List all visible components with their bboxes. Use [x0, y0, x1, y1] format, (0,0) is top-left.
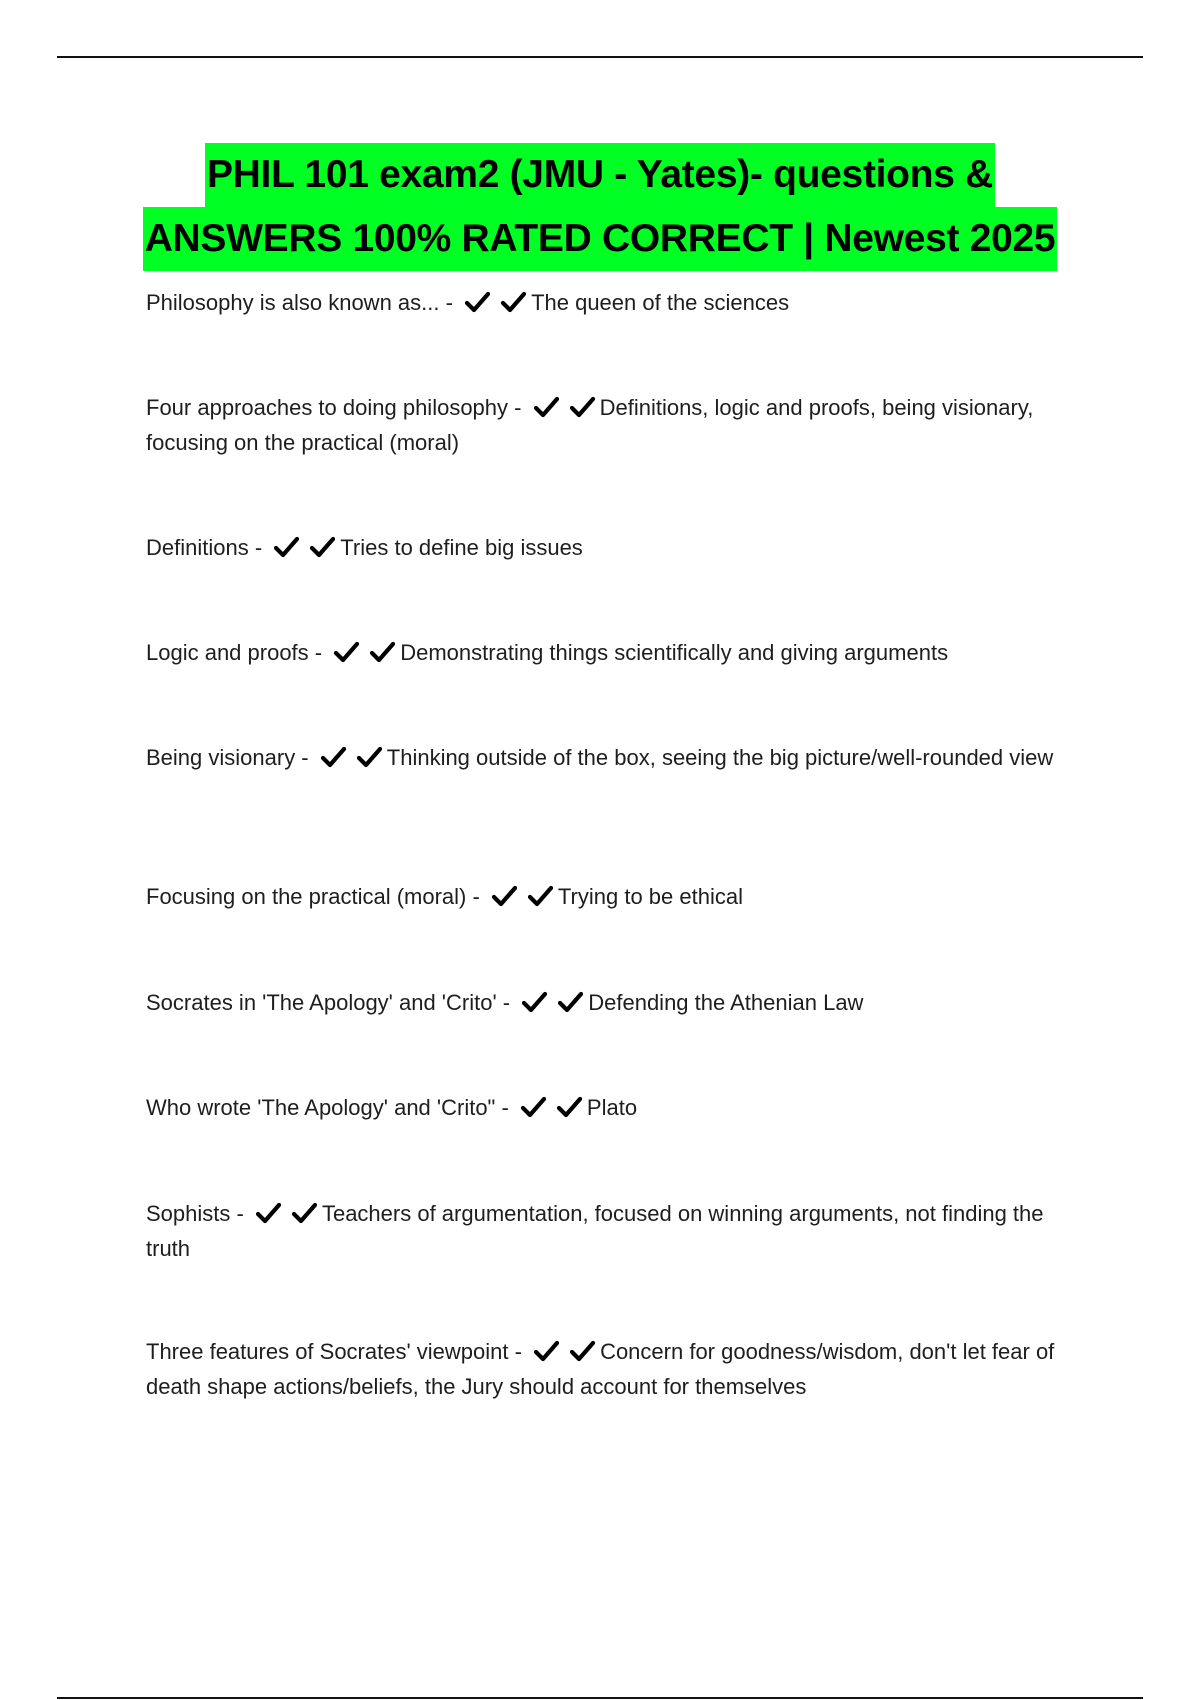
qa-entry	[146, 285, 1086, 320]
question-text: Logic and proofs -	[146, 640, 323, 665]
question-text: Focusing on the practical (moral) -	[146, 884, 480, 909]
answer-text: Concern for goodness/wisdom, don't let fear of death shape actions/beliefs, the Jury should account for themselves	[146, 1339, 1055, 1399]
check-icons	[522, 990, 594, 1015]
qa-entry	[146, 390, 1086, 460]
check-icon	[522, 991, 547, 1013]
answer-text: Defending the Athenian Law	[588, 990, 864, 1015]
check-icon	[492, 885, 517, 907]
check-icon	[570, 1340, 595, 1362]
question-text: Socrates in 'The Apology' and 'Crito' -	[146, 990, 511, 1015]
check-icon	[521, 1096, 546, 1118]
answer-text: Teachers of argumentation, focused on winning arguments, not finding the truth	[146, 1201, 1044, 1261]
answer-text: Thinking outside of the box, seeing the big picture/well-rounded view	[386, 745, 1054, 770]
question-text: Four approaches to doing philosophy -	[146, 395, 522, 420]
check-icons	[465, 290, 537, 315]
question-text: Who wrote 'The Apology' and 'Crito" -	[146, 1095, 509, 1120]
answer-text: Tries to define big issues	[340, 535, 583, 560]
check-icon	[357, 746, 382, 768]
question-text: Three features of Socrates' viewpoint -	[146, 1339, 522, 1364]
check-icon	[274, 536, 299, 558]
check-icon	[321, 746, 346, 768]
check-icon	[528, 885, 553, 907]
answer-text: Trying to be ethical	[557, 884, 743, 909]
check-icons	[534, 395, 606, 420]
qa-entry	[146, 1196, 1086, 1266]
qa-entry	[146, 879, 1086, 914]
qa-entry	[146, 740, 1086, 775]
check-icon	[256, 1202, 281, 1224]
question-text: Sophists -	[146, 1201, 244, 1226]
check-icon	[534, 396, 559, 418]
check-icon	[558, 991, 583, 1013]
title-line-1: PHIL 101 exam2 (JMU - Yates)- questions &	[205, 143, 995, 207]
check-icon	[310, 536, 335, 558]
answer-text: Demonstrating things scientifically and giving arguments	[400, 640, 949, 665]
check-icon	[570, 396, 595, 418]
check-icons	[334, 640, 406, 665]
check-icon	[465, 291, 490, 313]
check-icons	[534, 1339, 606, 1364]
check-icon	[334, 641, 359, 663]
qa-entry	[146, 985, 1086, 1020]
check-icons	[321, 745, 393, 770]
qa-entry	[146, 1090, 1086, 1125]
question-text: Being visionary -	[146, 745, 309, 770]
check-icons	[521, 1095, 593, 1120]
qa-entry	[146, 1334, 1086, 1404]
answer-text: Definitions, logic and proofs, being visionary, focusing on the practical (moral)	[146, 395, 1034, 455]
check-icons	[256, 1201, 328, 1226]
qa-entry	[146, 530, 1086, 565]
check-icon	[557, 1096, 582, 1118]
check-icon	[534, 1340, 559, 1362]
answer-text: The queen of the sciences	[531, 290, 790, 315]
qa-entry	[146, 635, 1086, 670]
bottom-rule	[57, 1697, 1143, 1699]
check-icon	[292, 1202, 317, 1224]
question-text: Philosophy is also known as... -	[146, 290, 453, 315]
title-line-2: ANSWERS 100% RATED CORRECT | Newest 2025	[143, 207, 1058, 271]
check-icon	[501, 291, 526, 313]
check-icon	[370, 641, 395, 663]
answer-text: Plato	[586, 1095, 638, 1120]
question-text: Definitions -	[146, 535, 263, 560]
check-icons	[274, 535, 346, 560]
check-icons	[492, 884, 564, 909]
